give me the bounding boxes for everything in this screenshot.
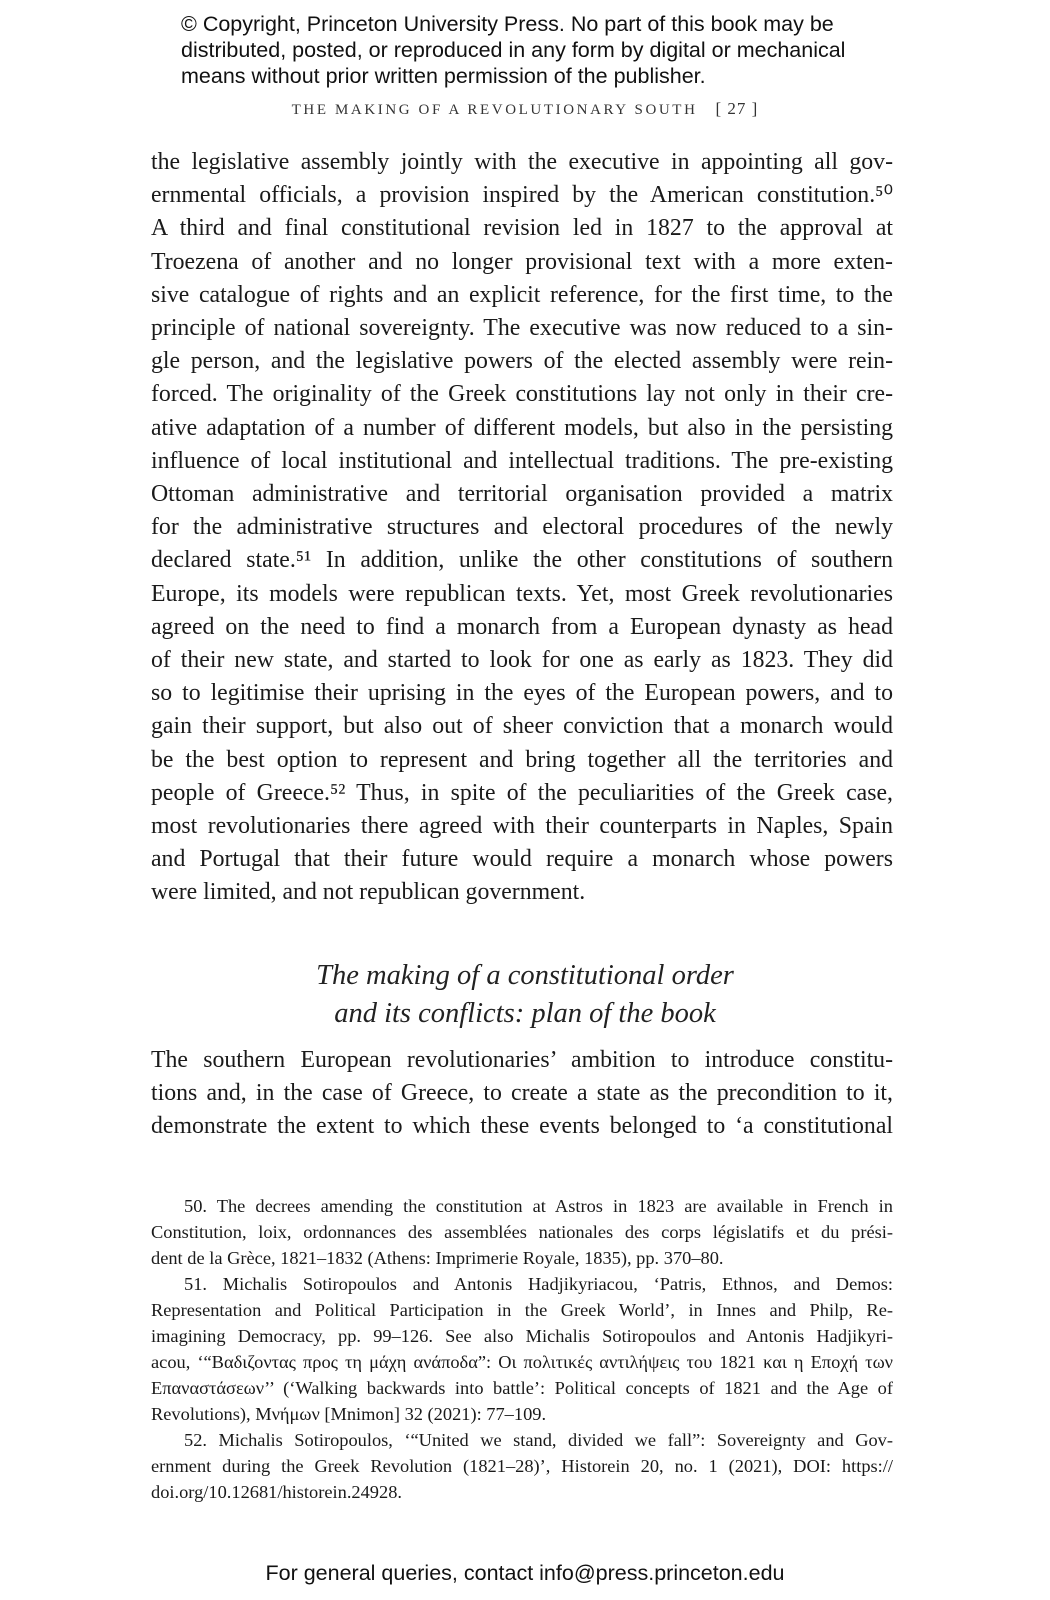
text-line: most revolutionaries there agreed with their counterparts in Naples, Spain xyxy=(151,813,893,840)
text-line: for the administrative structures and electoral procedures of the newly xyxy=(151,514,893,541)
page-number: [ 27 ] xyxy=(715,99,759,118)
text-line: so to legitimise their uprising in the eyes of the European powers, and to xyxy=(151,680,893,707)
footnote-line: ernment during the Greek Revolution (1821–28)’, Historein 20, no. 1 (2021), DOI: https:// xyxy=(151,1456,893,1476)
footnote-line: 50. The decrees amending the constitution at Astros in 1823 are available in French in xyxy=(184,1196,893,1216)
text-line: the legislative assembly jointly with the executive in appointing all gov- xyxy=(151,149,893,175)
text-line: influence of local institutional and intellectual traditions. The pre-existing xyxy=(151,447,893,474)
text-line: be the best option to represent and bring together all the territories and xyxy=(151,746,893,773)
text-line: tions and, in the case of Greece, to create a state as the precondition to it, xyxy=(151,1080,893,1107)
text-line: demonstrate the extent to which these events belonged to ‘a constitutional xyxy=(151,1113,893,1140)
text-line: declared state.⁵¹ In addition, unlike the other constitutions of southern xyxy=(151,547,893,574)
paragraph-2 xyxy=(151,1044,893,1144)
copyright-line: distributed, posted, or reproduced in any form by digital or mechanical xyxy=(181,38,846,62)
footnote-line: 51. Michalis Sotiropoulos and Antonis Hadjikyriacou, ‘Patris, Ethnos, and Demos: xyxy=(184,1274,893,1294)
text-line: of their new state, and started to look for one as early as 1823. They did xyxy=(151,647,893,674)
text-line: Ottoman administrative and territorial organisation provided a matrix xyxy=(151,481,893,508)
text-line: ative adaptation of a number of different models, but also in the persisting xyxy=(151,414,893,441)
copyright-notice xyxy=(181,11,941,89)
footnote-line: 52. Michalis Sotiropoulos, ‘“United we stand, divided we fall”: Sovereignty and Gov- xyxy=(184,1430,893,1450)
running-head-title: THE MAKING OF A REVOLUTIONARY SOUTH xyxy=(291,102,698,118)
running-head xyxy=(0,99,1050,119)
footnote-line: acou, ‘“Βαδιζοντας προς τη μάχη ανάποδα”: Οι πολιτικές αντιλήψεις του 1821 και η Εποχή των xyxy=(151,1352,893,1372)
text-line: The southern European revolutionaries’ ambition to introduce constitu- xyxy=(151,1047,893,1073)
section-heading-line: and its conflicts: plan of the book xyxy=(334,998,716,1029)
text-line: Troezena of another and no longer provisional text with a more exten- xyxy=(151,248,893,275)
copyright-line: means without prior written permission of the publisher. xyxy=(181,64,706,88)
text-line: were limited, and not republican government. xyxy=(151,879,586,906)
text-line: forced. The originality of the Greek constitutions lay not only in their cre- xyxy=(151,381,893,408)
text-line: and Portugal that their future would require a monarch whose powers xyxy=(151,846,893,873)
text-line: Europe, its models were republican texts. Yet, most Greek revolutionaries xyxy=(151,580,893,607)
text-line: people of Greece.⁵² Thus, in spite of the peculiarities of the Greek case, xyxy=(151,779,893,806)
paragraph-1 xyxy=(151,146,893,910)
footnote-line: doi.org/10.12681/historein.24928. xyxy=(151,1482,402,1502)
text-line: sive catalogue of rights and an explicit reference, for the first time, to the xyxy=(151,281,893,308)
text-line: ernmental officials, a provision inspired by the American constitution.⁵⁰ xyxy=(151,182,893,209)
footnote-line: Επαναστάσεων’’ (‘Walking backwards into battle’: Political concepts of 1821 and the Age of xyxy=(151,1378,893,1398)
section-heading xyxy=(0,957,1050,1033)
footer-contact: For general queries, contact info@press.princeton.edu xyxy=(265,1561,785,1585)
footnote-line: Revolutions), Μνήμων [Mnimon] 32 (2021): 77–109. xyxy=(151,1404,547,1424)
copyright-line: © Copyright, Princeton University Press. No part of this book may be xyxy=(181,12,834,36)
text-line: A third and final constitutional revision led in 1827 to the approval at xyxy=(151,215,893,242)
text-line: gain their support, but also out of sheer conviction that a monarch would xyxy=(151,713,893,740)
text-line: agreed on the need to find a monarch from a European dynasty as head xyxy=(151,613,893,640)
footnote-line: Constitution, loix, ordonnances des assemblées nationales des corps législatifs et du prési- xyxy=(151,1222,893,1242)
section-heading-line: The making of a constitutional order xyxy=(316,960,734,991)
text-line: principle of national sovereignty. The executive was now reduced to a sin- xyxy=(151,315,893,342)
footnotes xyxy=(151,1193,893,1505)
text-line: gle person, and the legislative powers of the elected assembly were rein- xyxy=(151,348,893,375)
footnote-line: imagining Democracy, pp. 99–126. See also Michalis Sotiropoulos and Antonis Hadjikyri- xyxy=(151,1326,893,1346)
footnote-line: dent de la Grèce, 1821–1832 (Athens: Imprimerie Royale, 1835), pp. 370–80. xyxy=(151,1248,724,1268)
footnote-line: Representation and Political Participation in the Greek World’, in Innes and Philp, Re- xyxy=(151,1300,893,1320)
